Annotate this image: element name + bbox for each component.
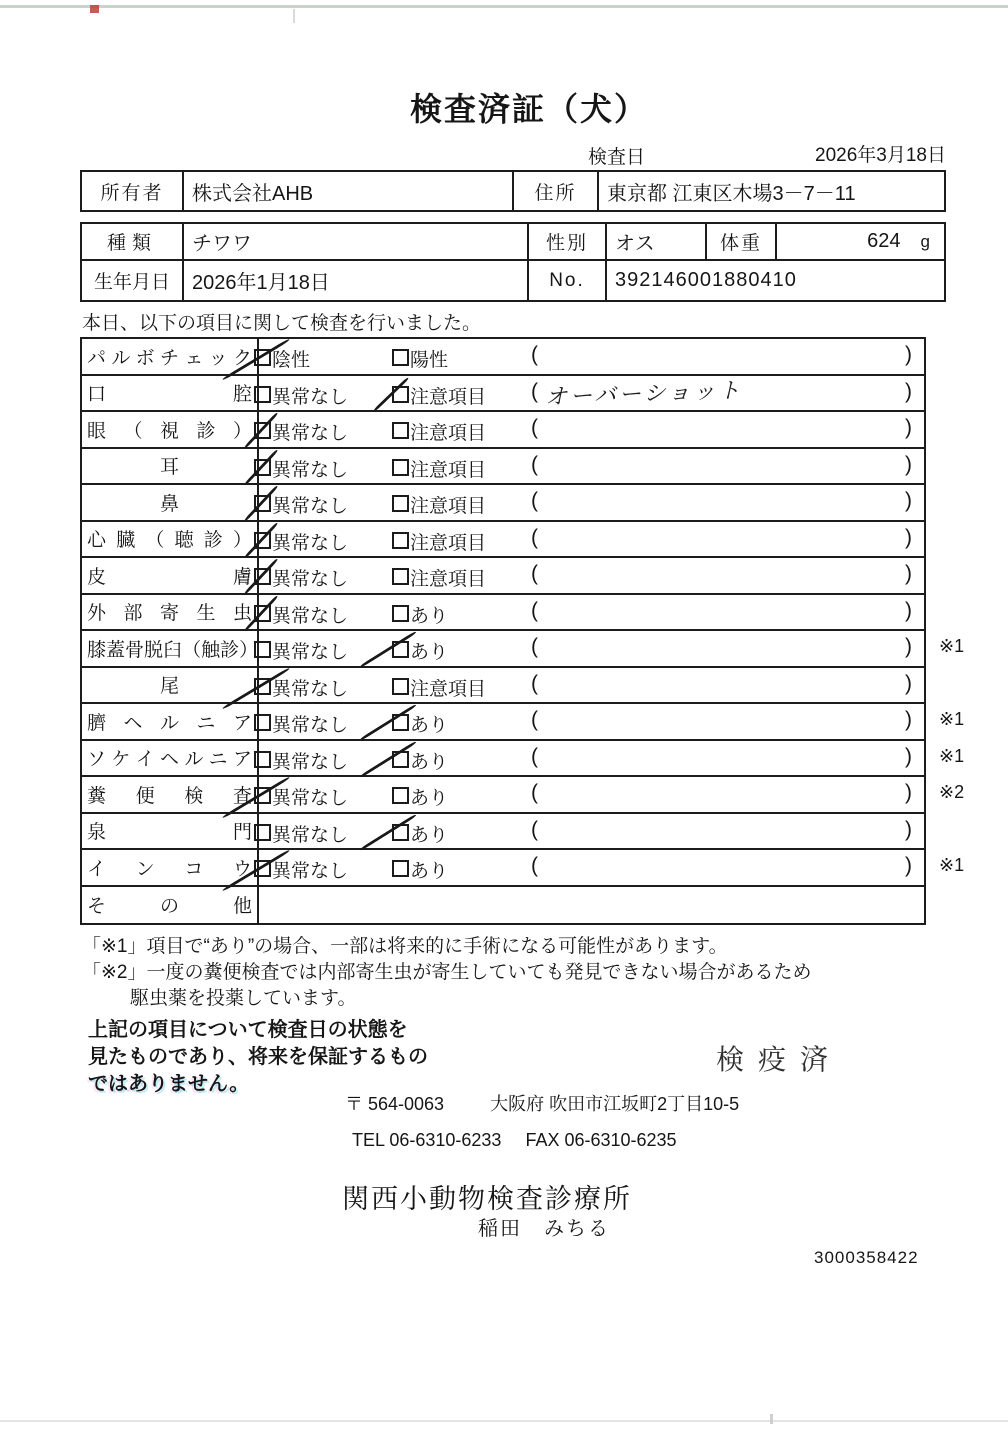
row-label-char: 聴 — [174, 530, 194, 552]
row-label-char: 口 — [87, 384, 107, 406]
owner-value: 株式会社AHB — [182, 172, 512, 210]
checklist-row — [82, 631, 965, 668]
owner-label: 所有者 — [100, 182, 164, 204]
option2-label: あり — [410, 642, 449, 663]
inspection-date-value: 2026年3月18日 — [815, 145, 946, 166]
paren-open: ( — [531, 635, 538, 658]
checklist-row — [82, 449, 924, 486]
owner-table — [80, 170, 946, 212]
row-content — [249, 668, 924, 703]
pet-table-row — [82, 224, 944, 261]
option1-label: 陰性 — [272, 350, 311, 371]
row-label — [82, 595, 259, 630]
document-title: 検査済証（犬） — [410, 91, 649, 127]
pet-table-row — [82, 261, 944, 300]
row-label-char: 寄 — [159, 603, 179, 625]
paren-open: ( — [531, 379, 538, 403]
clinic-name: 関西小動物検査診療所 — [342, 1184, 632, 1214]
row-label-char: パ — [87, 347, 107, 369]
row-content — [249, 741, 965, 776]
row-label-char: ル — [184, 749, 204, 771]
row-label-char: ） — [232, 420, 252, 442]
clinic-tel: TEL 06-6310-6233 — [352, 1130, 502, 1150]
clinic-fax: FAX 06-6310-6235 — [525, 1130, 677, 1150]
paren-close: ) — [905, 854, 912, 877]
row-label-char: ヘ — [159, 749, 179, 771]
option1-label: 異常なし — [272, 532, 349, 554]
row-label — [82, 485, 259, 520]
veterinarian-name: 稲田 みちる — [478, 1218, 610, 1240]
option1-label: 異常なし — [272, 751, 349, 773]
option2-label: 注意項目 — [410, 459, 487, 481]
row-label — [82, 412, 259, 447]
row-label-char: ウ — [232, 858, 252, 880]
row-label-char: （ — [182, 639, 202, 661]
row-remark: ※1 — [939, 855, 965, 875]
paren-close: ) — [905, 343, 912, 366]
examination-checklist-table — [80, 337, 965, 925]
row-label-char: （ — [123, 420, 143, 442]
option2-label: 注意項目 — [410, 569, 487, 590]
option2-label: 注意項目 — [410, 532, 487, 554]
sex-label: 性別 — [527, 224, 605, 259]
paren-close: ) — [905, 525, 912, 549]
paren-open: ( — [531, 817, 538, 841]
row-label-char: 臍 — [87, 712, 107, 734]
paren-close: ) — [905, 452, 912, 476]
paren-close: ) — [905, 671, 912, 695]
paren-open: ( — [531, 416, 538, 439]
checklist-row — [82, 850, 965, 887]
row-content — [249, 850, 965, 885]
row-content — [249, 595, 924, 630]
option1-label: 異常なし — [272, 386, 349, 408]
weight-cell — [775, 224, 944, 259]
footnote-2-continued: 駆虫薬を投薬しています。 — [130, 988, 357, 1009]
option1-label: 異常なし — [272, 824, 349, 846]
paren-close: ) — [905, 416, 912, 439]
paren-open: ( — [531, 781, 538, 804]
row-label — [82, 339, 259, 374]
paren-open: ( — [531, 854, 538, 877]
paren-open: ( — [531, 452, 538, 476]
row-label — [82, 777, 259, 812]
row-label-char: 触 — [201, 639, 221, 661]
scan-artifact-bottom-tick — [770, 1414, 773, 1424]
row-label — [82, 558, 259, 593]
row-label-char: 視 — [159, 420, 179, 442]
checklist-row — [82, 522, 924, 559]
paren-close: ) — [905, 489, 912, 512]
checkbox-option2 — [392, 568, 409, 585]
option1-label: 異常なし — [272, 605, 349, 627]
footnote-2: 「※2」一度の糞便検査では内部寄生虫が寄生していても発見できない場合があるため — [82, 962, 812, 983]
row-label-char: ソ — [87, 749, 107, 771]
checkbox-option2 — [392, 787, 409, 804]
row-label-char: 鼻 — [159, 493, 179, 515]
disclaimer-line-3: ではありません。 — [88, 1073, 250, 1095]
row-label — [82, 814, 259, 849]
row-label-char: ケ — [111, 749, 131, 771]
option1-label: 異常なし — [272, 423, 349, 444]
row-label-char: 臼 — [163, 639, 183, 661]
row-label-char: ） — [232, 530, 252, 552]
row-label-char: 診 — [196, 420, 216, 442]
paren-open: ( — [531, 525, 538, 549]
quarantine-passed-stamp: 検疫済 — [716, 1044, 843, 1075]
paren-open: ( — [531, 343, 538, 366]
checkbox-option2 — [392, 678, 409, 695]
paren-close: ) — [905, 379, 912, 403]
option2-label: 陽性 — [410, 350, 449, 371]
row-content — [249, 522, 924, 557]
option1-label: 異常なし — [272, 715, 349, 736]
checklist-row — [82, 412, 924, 449]
option1-label: 異常なし — [272, 496, 349, 517]
species-value: チワワ — [182, 224, 527, 259]
footnote-1: 「※1」項目で“あり”の場合、一部は将来的に手術になる可能性があります。 — [82, 936, 728, 957]
row-label-char: 外 — [87, 603, 107, 625]
row-content — [249, 814, 924, 849]
checkbox-option1 — [254, 714, 271, 731]
checklist-row — [82, 558, 924, 595]
no-value: 392146001880410 — [605, 261, 944, 300]
row-label-char: 皮 — [87, 566, 107, 588]
row-label — [82, 449, 259, 484]
checkbox-option2 — [392, 605, 409, 622]
row-remark: ※1 — [939, 745, 965, 766]
option2-label: あり — [410, 824, 449, 846]
option1-label: 異常なし — [272, 459, 349, 481]
row-label-char: 部 — [123, 603, 143, 625]
paren-close: ) — [905, 744, 912, 768]
row-label-char: ッ — [208, 347, 228, 369]
checklist-row — [82, 887, 924, 924]
row-content — [249, 376, 924, 411]
row-label-char: ボ — [135, 347, 155, 369]
disclaimer-line-1: 上記の項目について検査日の状態を — [88, 1019, 408, 1041]
row-label-char: ） — [239, 639, 259, 661]
checkbox-option1 — [254, 751, 271, 768]
row-label-char: 蓋 — [106, 639, 126, 661]
scan-artifact-bottom-line — [0, 1420, 1008, 1422]
weight-value: 624 — [867, 230, 901, 252]
checkbox-option1 — [254, 641, 271, 658]
row-label-char: ア — [232, 712, 252, 734]
option2-label: あり — [410, 788, 449, 809]
checklist-row — [82, 595, 924, 632]
row-label-char: 臓 — [116, 530, 136, 552]
row-label — [82, 631, 259, 666]
option1-label: 異常なし — [272, 642, 349, 663]
pet-info-table — [80, 222, 946, 302]
row-content — [249, 887, 924, 924]
row-label — [82, 741, 259, 776]
row-label-char: （ — [145, 530, 165, 552]
row-label-char: ヘ — [123, 712, 143, 734]
weight-label: 体重 — [705, 224, 775, 259]
row-label-char: 便 — [135, 785, 155, 807]
paren-open: ( — [531, 562, 538, 585]
row-label-char: 脱 — [144, 639, 164, 661]
row-label-char: 泉 — [87, 822, 107, 844]
row-label-char: 門 — [232, 822, 252, 844]
option2-label: あり — [410, 715, 449, 736]
postal-code: 〒 564-0063 — [345, 1094, 445, 1114]
row-label-char: チ — [159, 347, 179, 369]
row-content — [249, 558, 924, 593]
checklist-row — [82, 339, 924, 376]
option1-label: 異常なし — [272, 788, 349, 809]
row-label-char: ン — [135, 858, 155, 880]
row-label-char: 腔 — [232, 384, 252, 406]
row-label-char: の — [159, 896, 179, 918]
checkbox-option2 — [392, 860, 409, 877]
paren-open: ( — [531, 671, 538, 695]
row-label-char: 診 — [220, 639, 240, 661]
row-label — [82, 522, 259, 557]
checklist-row — [82, 814, 924, 851]
checkbox-option2 — [392, 459, 409, 476]
row-label-char: そ — [87, 896, 107, 918]
address-value: 東京都 江東区木場3－7－11 — [597, 172, 944, 210]
row-label-char: 他 — [232, 896, 252, 918]
clinic-address: 大阪府 吹田市江坂町2丁目10-5 — [490, 1094, 740, 1114]
row-label-char: ル — [111, 347, 131, 369]
no-label: No. — [527, 261, 605, 300]
row-label — [82, 668, 259, 703]
row-label — [82, 376, 259, 411]
inspection-date-label: 検査日 — [588, 147, 646, 168]
paren-close: ) — [905, 562, 912, 585]
checklist-row — [82, 376, 924, 413]
row-content — [249, 449, 924, 484]
row-label-char: ェ — [184, 347, 204, 369]
paren-open: ( — [531, 744, 538, 768]
checkbox-option2 — [392, 532, 409, 549]
birth-value: 2026年1月18日 — [182, 261, 527, 300]
paren-close: ) — [905, 635, 912, 658]
row-label-char: 尾 — [159, 676, 179, 698]
option2-label: 注意項目 — [410, 386, 487, 408]
checklist-row — [82, 485, 924, 522]
row-label-char: ニ — [208, 749, 228, 771]
row-label-char: 心 — [87, 530, 107, 552]
clinic-address-line — [345, 1090, 739, 1116]
checkbox-option2 — [392, 495, 409, 512]
row-label — [82, 704, 259, 739]
row-content — [249, 339, 924, 374]
paren-open: ( — [531, 489, 538, 512]
row-label-char: イ — [135, 749, 155, 771]
checklist-row — [82, 741, 965, 778]
row-label-char: ル — [159, 712, 179, 734]
row-label-char: 診 — [203, 530, 223, 552]
paren-close: ) — [905, 598, 912, 622]
option2-label: 注意項目 — [410, 496, 487, 517]
scan-artifact-top-line — [0, 5, 1008, 8]
checklist-row — [82, 704, 965, 741]
row-content — [249, 777, 965, 812]
row-label-char: 膚 — [232, 566, 252, 588]
row-remark: ※1 — [939, 709, 965, 729]
paren-open: ( — [531, 708, 538, 731]
scan-artifact-red-mark — [90, 5, 99, 13]
handwritten-note: オーバーショット — [544, 377, 744, 409]
row-remark: ※2 — [939, 782, 965, 802]
row-content — [249, 631, 965, 666]
option1-label: 異常なし — [272, 861, 349, 882]
row-label-char: 虫 — [232, 603, 252, 625]
checkbox-option2 — [392, 422, 409, 439]
paren-close: ) — [905, 817, 912, 841]
row-label-char: 膝 — [87, 639, 107, 661]
row-label-char: コ — [184, 858, 204, 880]
sex-value: オス — [605, 224, 705, 259]
row-content — [249, 704, 965, 739]
scan-artifact-gray-tick — [293, 9, 295, 23]
option2-label: あり — [410, 605, 449, 627]
row-content — [249, 485, 924, 520]
row-label-char: ク — [232, 347, 252, 369]
option2-label: 注意項目 — [410, 423, 487, 444]
option2-label: あり — [410, 861, 449, 882]
species-label: 種類 — [106, 233, 157, 254]
weight-unit: g — [920, 231, 930, 251]
row-label — [82, 850, 259, 885]
checklist-row — [82, 668, 924, 705]
paren-close: ) — [905, 708, 912, 731]
row-label-char: イ — [87, 858, 107, 880]
paren-close: ) — [905, 781, 912, 804]
paren-open: ( — [531, 598, 538, 622]
disclaimer-line-2: 見たものであり、将来を保証するもの — [88, 1046, 428, 1068]
row-remark: ※1 — [939, 636, 965, 656]
row-label-char: 耳 — [159, 457, 179, 479]
row-label-char: ア — [232, 749, 252, 771]
clinic-phone-line — [352, 1130, 677, 1151]
row-label-char: 検 — [184, 785, 204, 807]
option2-label: あり — [410, 751, 449, 773]
row-label-char: ニ — [196, 712, 216, 734]
row-label-char: 生 — [196, 603, 216, 625]
checkbox-option1 — [254, 824, 271, 841]
birth-label: 生年月日 — [93, 272, 170, 293]
checklist-row — [82, 777, 965, 814]
checkbox-option1 — [254, 386, 271, 403]
row-label-char: 査 — [232, 785, 252, 807]
row-label — [82, 887, 259, 924]
option2-label: 注意項目 — [410, 678, 487, 700]
row-label-char: 骨 — [125, 639, 145, 661]
row-label-char: 糞 — [87, 785, 107, 807]
row-label-char: 眼 — [87, 420, 107, 442]
row-content — [249, 412, 924, 447]
option1-label: 異常なし — [272, 678, 349, 700]
intro-sentence: 本日、以下の項目に関して検査を行いました。 — [82, 313, 482, 334]
option1-label: 異常なし — [272, 569, 349, 590]
address-label: 住所 — [512, 172, 597, 210]
checkbox-option2 — [392, 349, 409, 366]
serial-number: 3000358422 — [814, 1248, 919, 1267]
